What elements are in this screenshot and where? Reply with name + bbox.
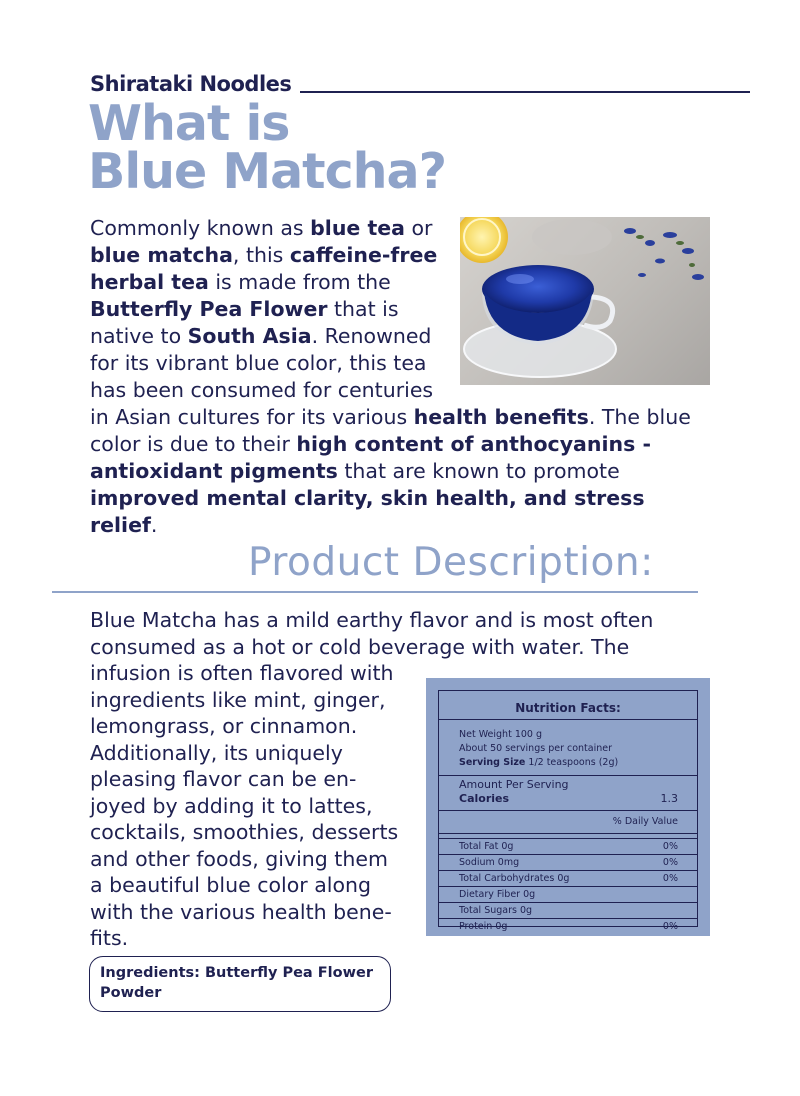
desc-line: Additionally, its uniquely <box>90 740 343 765</box>
page-title <box>88 95 688 200</box>
nutrient-label: Sodium 0mg <box>459 857 520 868</box>
nutrient-label: Dietary Fiber 0g <box>459 889 536 900</box>
desc-line: lemongrass, or cinnamon. <box>90 714 358 738</box>
desc-line: consumed as a hot or cold beverage with water. The <box>90 634 630 659</box>
intro-bold-health-benefits: health benefits <box>413 405 589 429</box>
nutrient-row-total-sugars <box>439 903 697 919</box>
intro-text-2: or <box>405 216 433 240</box>
desc-line: pleasing flavor can be en- <box>90 767 357 791</box>
brand-name: Shirataki Noodles <box>90 72 292 96</box>
servings-text: About 50 servings per container <box>459 743 613 754</box>
intro-bold-benefits-list: improved mental clarity, skin health, and stress relief <box>90 486 645 537</box>
product-description-heading: Product Description: <box>248 540 654 585</box>
intro-text-8: that are known to promote <box>337 459 620 483</box>
nutrient-label: Total Carbohydrates 0g <box>459 873 570 884</box>
amount-per-serving <box>439 778 697 792</box>
intro-text-5: that is native to <box>90 297 399 348</box>
nutrient-label: Total Fat 0g <box>459 841 514 852</box>
desc-line: fits. <box>90 926 129 950</box>
intro-text-9: . <box>150 513 158 537</box>
nutrient-value: 0% <box>662 921 678 932</box>
intro-text-7: . The blue color is due to their <box>90 405 691 456</box>
nutrient-value: 0% <box>662 857 678 868</box>
calories-value: 1.3 <box>660 792 678 805</box>
nutrient-label: Protein 0g <box>459 921 508 932</box>
serving-size <box>439 756 697 771</box>
ingredients-line-2: Powder <box>100 985 162 1001</box>
intro-bold-butterfly-pea: Butterfly Pea Flower <box>90 297 328 321</box>
amount-per-serving-text: Amount Per Serving <box>459 778 569 791</box>
intro-text-3: , this <box>232 243 290 267</box>
nutrient-row-sodium <box>439 855 697 871</box>
servings-per-container <box>439 742 697 756</box>
nutrition-facts-title: Nutrition Facts: <box>515 701 621 715</box>
desc-line: Blue Matcha has a mild earthy flavor and is most often <box>90 608 654 632</box>
intro-paragraph <box>90 215 710 539</box>
desc-line: infusion is often flavored with <box>90 661 394 685</box>
net-weight-text: Net Weight 100 g <box>459 729 542 740</box>
ingredients-box <box>89 956 391 1012</box>
intro-bold-blue-tea: blue tea <box>310 216 405 240</box>
nutrient-label: Total Sugars 0g <box>459 905 533 916</box>
desc-line: ingredients like mint, ginger, <box>90 687 386 712</box>
nutrition-divider <box>439 775 697 776</box>
intro-text-1: Commonly known as <box>90 216 311 240</box>
desc-line: and other foods, giving them <box>90 846 388 871</box>
desc-line: cocktails, smoothies, desserts <box>90 820 399 844</box>
brand-divider <box>300 91 750 93</box>
blue-tea-cup-photo <box>460 217 710 385</box>
intro-bold-caffeine-free: caffeine-free herbal tea <box>90 243 438 294</box>
desc-line: joyed by adding it to lattes, <box>90 793 373 818</box>
net-weight <box>439 728 697 742</box>
nutrient-row-protein <box>439 919 697 934</box>
desc-line: a beautiful blue color along <box>90 873 372 897</box>
nutrient-row-dietary-fiber <box>439 887 697 903</box>
calories-row <box>439 792 697 806</box>
nutrient-value: 0% <box>662 841 678 852</box>
intro-text-4: is made from the <box>208 270 391 294</box>
nutrient-row-total-fat <box>439 839 697 855</box>
page-title-line-2: Blue Matcha? <box>88 143 446 200</box>
intro-text-6: . Renowned for its vibrant blue color, this tea has been consumed for centuries in Asian cultures for its various <box>90 324 434 429</box>
nutrient-row-carbohydrates <box>439 871 697 887</box>
intro-bold-south-asia: South Asia <box>187 324 312 348</box>
ingredients-line-1: Ingredients: Butterfly Pea Flower <box>100 965 373 981</box>
daily-value-header <box>439 811 697 833</box>
tea-photo-illustration <box>460 217 710 385</box>
serving-size-value: 1/2 teaspoons (2g) <box>525 757 619 768</box>
nutrient-value: 0% <box>662 873 678 884</box>
daily-value-header-text: % Daily Value <box>612 816 678 827</box>
desc-line: with the various health bene- <box>90 899 392 924</box>
page-title-line-1: What is <box>88 95 290 152</box>
intro-bold-blue-matcha: blue matcha <box>90 243 233 267</box>
nutrition-facts-panel <box>426 678 710 936</box>
product-description-divider <box>52 591 698 593</box>
serving-size-label: Serving Size <box>459 757 526 768</box>
intro-bold-anthocyanins: high content of anthocyanins - antioxidant pigments <box>90 432 651 483</box>
calories-label: Calories <box>459 792 510 805</box>
nutrition-facts-table <box>438 690 698 932</box>
